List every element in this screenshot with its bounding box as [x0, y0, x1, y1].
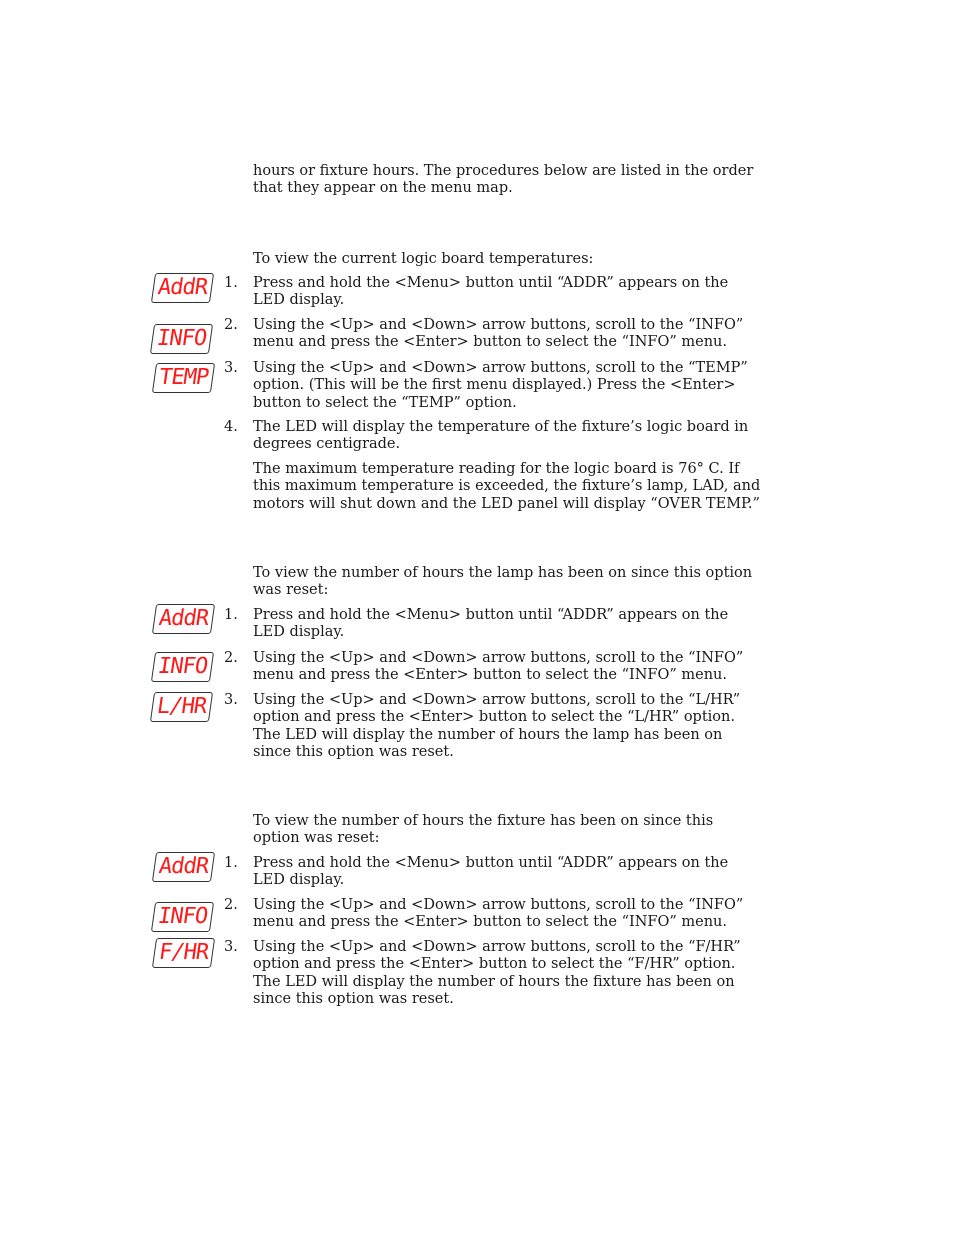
step-text: Using the <Up> and <Down> arrow buttons, scroll to the “INFO” menu and press the <Enter> button to select the “INFO” menu.	[253, 317, 744, 351]
step-number: 2.	[224, 897, 238, 913]
step-number: 3.	[224, 692, 238, 708]
led-display-addr: AddR	[152, 604, 215, 634]
step-number: 1.	[224, 607, 238, 623]
step-text: Using the <Up> and <Down> arrow buttons, scroll to the “TEMP” option. (This will be the first menu displayed.) Press the <Enter> button to select the “TEMP” option.	[253, 360, 748, 411]
step-number: 1.	[224, 275, 238, 291]
step-text: Using the <Up> and <Down> arrow buttons, scroll to the “L/HR” option and press the <Enter> button to select the “L/HR” option. The LED will display the number of hours the lamp has been on since this option was reset.	[253, 692, 741, 760]
lamp-hours-lead: To view the number of hours the lamp has been on since this option was reset:	[253, 565, 753, 599]
fixture-step-2	[224, 897, 764, 932]
intro-paragraph: hours or fixture hours. The procedures below are listed in the order that they appear on the menu map.	[253, 163, 754, 197]
led-display-temp: TEMP	[152, 363, 215, 393]
temp-step-2	[224, 317, 764, 352]
temp-step-3	[224, 360, 764, 412]
step-text: Using the <Up> and <Down> arrow buttons, scroll to the “INFO” menu and press the <Enter> button to select the “INFO” menu.	[253, 650, 744, 684]
step-number: 1.	[224, 855, 238, 871]
fixture-step-3	[224, 939, 764, 1008]
led-display-info: INFO	[151, 902, 214, 932]
step-text: The LED will display the temperature of the fixture’s logic board in degrees centigrade.	[253, 419, 749, 453]
fixture-step-1	[224, 855, 764, 890]
step-text: Press and hold the <Menu> button until “ADDR” appears on the LED display.	[253, 855, 729, 889]
step-number: 2.	[224, 317, 238, 333]
led-display-addr: AddR	[152, 852, 215, 882]
step-text: Press and hold the <Menu> button until “ADDR” appears on the LED display.	[253, 275, 729, 309]
lamp-step-3	[224, 692, 764, 761]
lamp-step-2	[224, 650, 764, 685]
fixture-hours-lead: To view the number of hours the fixture has been on since this option was reset:	[253, 813, 714, 847]
led-display-lamp-hours: L/HR	[150, 692, 213, 722]
lamp-step-1	[224, 607, 764, 642]
temp-note: The maximum temperature reading for the logic board is 76° C. If this maximum temperature is exceeded, the fixture’s lamp, LAD, and motors will shut down and the LED panel will display “OVER TEMP.”	[253, 461, 761, 512]
step-number: 4.	[224, 419, 238, 435]
led-display-info: INFO	[150, 324, 213, 354]
step-text: Using the <Up> and <Down> arrow buttons, scroll to the “F/HR” option and press the <Enter> button to select the “F/HR” option. The LED will display the number of hours the fixture has been on since this option was reset.	[253, 939, 741, 1007]
step-text: Using the <Up> and <Down> arrow buttons, scroll to the “INFO” menu and press the <Enter> button to select the “INFO” menu.	[253, 897, 744, 931]
step-number: 2.	[224, 650, 238, 666]
temp-lead: To view the current logic board temperatures:	[253, 251, 594, 267]
step-number: 3.	[224, 939, 238, 955]
led-display-info: INFO	[151, 652, 214, 682]
step-text: Press and hold the <Menu> button until “ADDR” appears on the LED display.	[253, 607, 729, 641]
led-display-addr: AddR	[151, 273, 214, 303]
step-number: 3.	[224, 360, 238, 376]
temp-step-1	[224, 275, 764, 310]
led-display-fixture-hours: F/HR	[152, 938, 215, 968]
temp-step-4	[224, 419, 764, 454]
